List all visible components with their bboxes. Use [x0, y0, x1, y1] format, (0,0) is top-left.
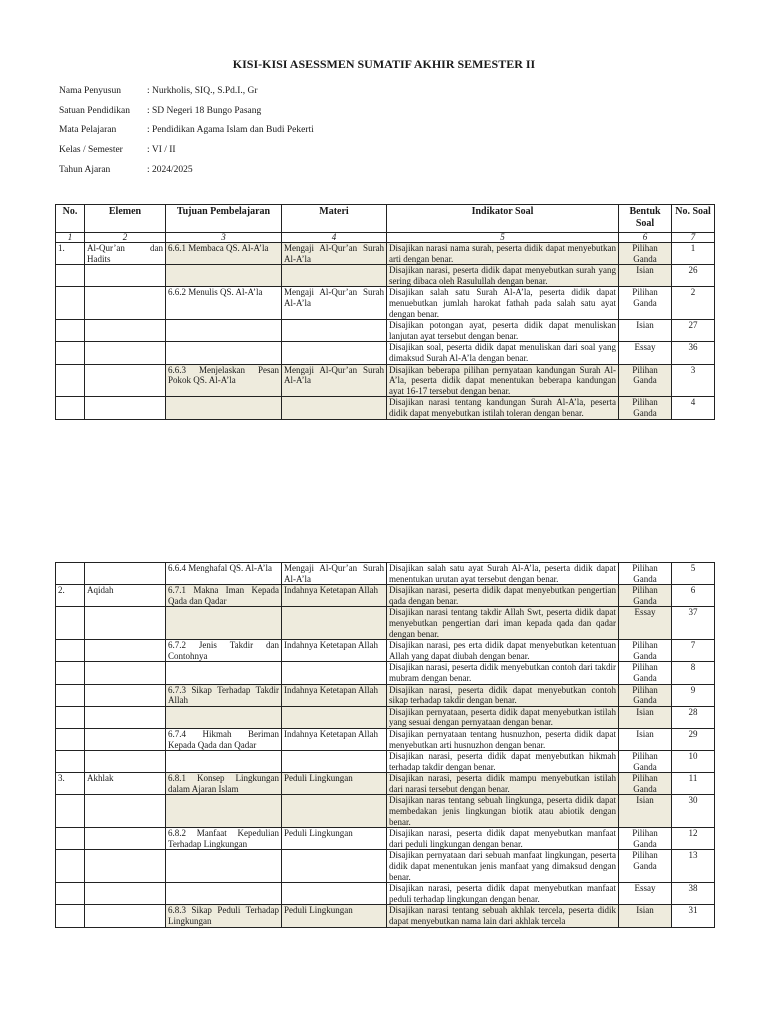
- row-number: [56, 728, 85, 750]
- materi-cell: [282, 397, 387, 419]
- tujuan-cell: [166, 397, 282, 419]
- materi-cell: Peduli Lingkungan: [282, 773, 387, 795]
- table-row: [56, 773, 715, 795]
- nomor-cell: 27: [672, 320, 715, 342]
- indikator-cell: Disajikan narasi nama surah, peserta didik dapat menyebutkan arti dengan benar.: [387, 243, 619, 265]
- table-body-page-1: [56, 243, 715, 420]
- bentuk-cell: Pilihan Ganda: [619, 243, 672, 265]
- row-number: [56, 684, 85, 706]
- row-number: 2.: [56, 585, 85, 607]
- tujuan-cell: [166, 883, 282, 905]
- nomor-cell: 30: [672, 795, 715, 828]
- nomor-cell: 7: [672, 640, 715, 662]
- indikator-cell: Disajikan narasi, peserta didik dapat menyebutkan manfaat peduli terhadap lingkungan dengan benar.: [387, 883, 619, 905]
- header-no: No.: [56, 205, 85, 233]
- materi-cell: Mengaji Al-Qur’an Surah Al-A’la: [282, 243, 387, 265]
- elemen-cell: [85, 640, 166, 662]
- row-number: [56, 905, 85, 927]
- tujuan-cell: 6.7.2 Jenis Takdir dan Contohnya: [166, 640, 282, 662]
- row-number: [56, 850, 85, 883]
- nomor-cell: 6: [672, 585, 715, 607]
- meta-row: [59, 86, 314, 106]
- nomor-cell: 8: [672, 662, 715, 684]
- indikator-cell: Disajikan narasi, peserta didik dapat menyebutkan manfaat dari peduli lingkungan dengan benar.: [387, 828, 619, 850]
- nomor-cell: 38: [672, 883, 715, 905]
- bentuk-cell: Pilihan Ganda: [619, 662, 672, 684]
- meta-label: Nama Penyusun: [59, 86, 122, 96]
- materi-cell: Mengaji Al-Qur’an Surah Al-A’la: [282, 364, 387, 397]
- table-row: [56, 728, 715, 750]
- nomor-cell: 2: [672, 287, 715, 320]
- bentuk-cell: Pilihan Ganda: [619, 585, 672, 607]
- nomor-cell: 31: [672, 905, 715, 927]
- bentuk-cell: Pilihan Ganda: [619, 684, 672, 706]
- tujuan-cell: [166, 342, 282, 364]
- tujuan-cell: [166, 850, 282, 883]
- bentuk-cell: Essay: [619, 883, 672, 905]
- materi-cell: [282, 706, 387, 728]
- table-row: [56, 706, 715, 728]
- elemen-cell: [85, 287, 166, 320]
- row-number: [56, 287, 85, 320]
- column-number: 3: [166, 233, 282, 243]
- row-number: [56, 320, 85, 342]
- table-row: [56, 828, 715, 850]
- indikator-cell: Disajikan beberapa pilihan pernyataan kandungan Surah Al-A’la, peserta didik dapat menentukan beberapa kandungan ayat 16-17 tersebut dengan benar.: [387, 364, 619, 397]
- bentuk-cell: Pilihan Ganda: [619, 563, 672, 585]
- nomor-cell: 29: [672, 728, 715, 750]
- materi-cell: [282, 795, 387, 828]
- row-number: [56, 751, 85, 773]
- materi-cell: [282, 662, 387, 684]
- materi-cell: Mengaji Al-Qur’an Surah Al-A’la: [282, 563, 387, 585]
- table-body-page-2: [56, 563, 715, 928]
- bentuk-cell: Isian: [619, 265, 672, 287]
- meta-value: : 2024/2025: [147, 164, 193, 175]
- nomor-cell: 11: [672, 773, 715, 795]
- tujuan-cell: [166, 320, 282, 342]
- column-number: 1: [56, 233, 85, 243]
- row-number: [56, 883, 85, 905]
- table-row: [56, 397, 715, 419]
- bentuk-cell: Pilihan Ganda: [619, 397, 672, 419]
- row-number: [56, 828, 85, 850]
- materi-cell: Indahnya Ketetapan Allah: [282, 585, 387, 607]
- elemen-cell: Aqidah: [85, 585, 166, 607]
- elemen-cell: [85, 905, 166, 927]
- indikator-cell: Disajikan pernyataan, peserta didik dapat menyebutkan istilah yang sesuai dengan pernyataan dengan benar.: [387, 706, 619, 728]
- meta-row: [59, 165, 314, 185]
- meta-row: [59, 145, 314, 165]
- meta-value: : VI / II: [147, 145, 176, 156]
- table-row: [56, 640, 715, 662]
- column-number: 2: [85, 233, 166, 243]
- materi-cell: [282, 265, 387, 287]
- table-row: [56, 265, 715, 287]
- tujuan-cell: [166, 662, 282, 684]
- row-number: [56, 265, 85, 287]
- row-number: [56, 364, 85, 397]
- bentuk-cell: Isian: [619, 320, 672, 342]
- bentuk-cell: Pilihan Ganda: [619, 751, 672, 773]
- tujuan-cell: 6.6.1 Membaca QS. Al-A’la: [166, 243, 282, 265]
- document-title: KISI-KISI ASESSMEN SUMATIF AKHIR SEMESTER II: [232, 57, 536, 71]
- table-row: [56, 243, 715, 265]
- bentuk-cell: Pilihan Ganda: [619, 773, 672, 795]
- header-row: [56, 205, 715, 233]
- bentuk-cell: Pilihan Ganda: [619, 850, 672, 883]
- meta-row: [59, 106, 314, 126]
- table-row: [56, 662, 715, 684]
- elemen-cell: [85, 342, 166, 364]
- table-row: [56, 850, 715, 883]
- elemen-cell: [85, 397, 166, 419]
- row-number: [56, 706, 85, 728]
- indikator-cell: Disajikan soal, peserta didik dapat menuliskan dari soal yang dimaksud Surah Al-A’la dengan benar.: [387, 342, 619, 364]
- bentuk-cell: Essay: [619, 607, 672, 640]
- elemen-cell: [85, 684, 166, 706]
- indikator-cell: Disajikan salah satu Surah Al-A’la, peserta didik dapat menuebutkan jumlah harokat fathah pada salah satu ayat dengan benar.: [387, 287, 619, 320]
- tujuan-cell: [166, 795, 282, 828]
- tujuan-cell: [166, 265, 282, 287]
- nomor-cell: 3: [672, 364, 715, 397]
- nomor-cell: 9: [672, 684, 715, 706]
- nomor-cell: 1: [672, 243, 715, 265]
- table-row: [56, 607, 715, 640]
- indikator-cell: Disajikan salah satu ayat Surah Al-A’la, peserta didik dapat menentukan urutan ayat tersebut dengan benar.: [387, 563, 619, 585]
- indikator-cell: Disajikan narasi tentang sebuah akhlak tercela, peserta didik dapat menyebutkan nama lain dari akhlak tercela: [387, 905, 619, 927]
- meta-value: : SD Negeri 18 Bungo Pasang: [147, 105, 262, 116]
- materi-cell: [282, 751, 387, 773]
- indikator-cell: Disajikan narasi tentang kandungan Surah Al-A’la, peserta didik dapat menyebutkan istilah toleran dengan benar.: [387, 397, 619, 419]
- header-indikator: Indikator Soal: [387, 205, 619, 233]
- table-row: [56, 287, 715, 320]
- elemen-cell: [85, 795, 166, 828]
- bentuk-cell: Pilihan Ganda: [619, 640, 672, 662]
- meta-value: : Nurkholis, SIQ., S.Pd.I., Gr: [147, 86, 258, 96]
- meta-value: : Pendidikan Agama Islam dan Budi Pekerti: [147, 125, 314, 136]
- bentuk-cell: Isian: [619, 905, 672, 927]
- elemen-cell: [85, 706, 166, 728]
- nomor-cell: 28: [672, 706, 715, 728]
- kisi-kisi-table-page-1: [55, 204, 715, 420]
- elemen-cell: Akhlak: [85, 773, 166, 795]
- indikator-cell: Disajikan narasi, pes erta didik dapat menyebutkan ketentuan Allah yang dapat diubah dengan benar.: [387, 640, 619, 662]
- row-number: [56, 662, 85, 684]
- table-row: [56, 684, 715, 706]
- materi-cell: Indahnya Ketetapan Allah: [282, 684, 387, 706]
- bentuk-cell: Pilihan Ganda: [619, 364, 672, 397]
- elemen-cell: [85, 883, 166, 905]
- header-materi: Materi: [282, 205, 387, 233]
- table-row: [56, 883, 715, 905]
- table-row: [56, 585, 715, 607]
- elemen-cell: Al-Qur’an dan Hadits: [85, 243, 166, 265]
- indikator-cell: Disajikan pernyataan dari sebuah manfaat lingkungan, peserta didik dapat menentukan jenis manfaat yang dimaksud dengan benar.: [387, 850, 619, 883]
- column-number: 6: [619, 233, 672, 243]
- row-number: [56, 397, 85, 419]
- tujuan-cell: 6.6.3 Menjelaskan Pesan Pokok QS. Al-A’la: [166, 364, 282, 397]
- table-row: [56, 905, 715, 927]
- meta-label: Tahun Ajaran: [59, 164, 111, 175]
- indikator-cell: Disajikan narasi tentang takdir Allah Swt, peserta didik dapat menyebutkan pengertian dari iman kepada qada dan qadar dengan benar.: [387, 607, 619, 640]
- tujuan-cell: [166, 706, 282, 728]
- materi-cell: [282, 607, 387, 640]
- table-row: [56, 563, 715, 585]
- column-number: 7: [672, 233, 715, 243]
- row-number: 3.: [56, 773, 85, 795]
- bentuk-cell: Isian: [619, 795, 672, 828]
- materi-cell: Mengaji Al-Qur’an Surah Al-A’la: [282, 287, 387, 320]
- row-number: [56, 342, 85, 364]
- tujuan-cell: 6.6.4 Menghafal QS. Al-A’la: [166, 563, 282, 585]
- nomor-cell: 36: [672, 342, 715, 364]
- bentuk-cell: Isian: [619, 728, 672, 750]
- bentuk-cell: Pilihan Ganda: [619, 828, 672, 850]
- indikator-cell: Disajikan narasi, peserta didik dapat menyebutkan contoh sikap terhadap takdir dengan benar.: [387, 684, 619, 706]
- column-number-row: [56, 233, 715, 243]
- row-number: [56, 607, 85, 640]
- kisi-kisi-table-page-2: [55, 562, 715, 928]
- column-number: 4: [282, 233, 387, 243]
- tujuan-cell: 6.6.2 Menulis QS. Al-A’la: [166, 287, 282, 320]
- tujuan-cell: 6.7.1 Makna Iman Kepada Qada dan Qadar: [166, 585, 282, 607]
- indikator-cell: Disajikan narasi, peserta didik mampu menyebutkan istilah dari narasi tersebut dengan benar.: [387, 773, 619, 795]
- nomor-cell: 5: [672, 563, 715, 585]
- table-row: [56, 364, 715, 397]
- nomor-cell: 4: [672, 397, 715, 419]
- column-number: 5: [387, 233, 619, 243]
- tujuan-cell: 6.8.2 Manfaat Kepedulian Terhadap Lingkungan: [166, 828, 282, 850]
- elemen-cell: [85, 607, 166, 640]
- meta-label: Satuan Pendidikan: [59, 105, 130, 116]
- bentuk-cell: Pilihan Ganda: [619, 287, 672, 320]
- row-number: 1.: [56, 243, 85, 265]
- meta-label: Kelas / Semester: [59, 145, 123, 156]
- indikator-cell: Disajikan naras tentang sebuah lingkunga, peserta didik dapat membedakan jenis lingkungan biotik atau abiotik dengan benar.: [387, 795, 619, 828]
- elemen-cell: [85, 364, 166, 397]
- elemen-cell: [85, 850, 166, 883]
- tujuan-cell: 6.8.1 Konsep Lingkungan dalam Ajaran Islam: [166, 773, 282, 795]
- meta-label: Mata Pelajaran: [59, 125, 117, 136]
- table-row: [56, 751, 715, 773]
- materi-cell: [282, 850, 387, 883]
- indikator-cell: Disajikan potongan ayat, peserta didik dapat menuliskan lanjutan ayat tersebut dengan benar.: [387, 320, 619, 342]
- materi-cell: Peduli Lingkungan: [282, 828, 387, 850]
- materi-cell: Peduli Lingkungan: [282, 905, 387, 927]
- header-nomor: No. Soal: [672, 205, 715, 233]
- meta-row: [59, 125, 314, 145]
- document-meta: [59, 86, 314, 184]
- elemen-cell: [85, 265, 166, 287]
- table-row: [56, 342, 715, 364]
- nomor-cell: 10: [672, 751, 715, 773]
- row-number: [56, 640, 85, 662]
- indikator-cell: Disajikan narasi, peserta didik menyebutkan contoh dari takdir mubram dengan benar.: [387, 662, 619, 684]
- materi-cell: [282, 320, 387, 342]
- row-number: [56, 795, 85, 828]
- indikator-cell: Disajikan narasi, peserta didik dapat menyebutkan hikmah terhadap takdir dengan benar.: [387, 751, 619, 773]
- elemen-cell: [85, 563, 166, 585]
- indikator-cell: Disajikan narasi, peserta didik dapat menyebutkan surah yang sering dibaca oleh Rasulullah dengan benar.: [387, 265, 619, 287]
- header-tujuan: Tujuan Pembelajaran: [166, 205, 282, 233]
- materi-cell: Indahnya Ketetapan Allah: [282, 640, 387, 662]
- tujuan-cell: 6.7.3 Sikap Terhadap Takdir Allah: [166, 684, 282, 706]
- header-bentuk: Bentuk Soal: [619, 205, 672, 233]
- elemen-cell: [85, 828, 166, 850]
- elemen-cell: [85, 751, 166, 773]
- materi-cell: Indahnya Ketetapan Allah: [282, 728, 387, 750]
- indikator-cell: Disajikan narasi, peserta didik dapat menyebutkan pengertian qada dengan benar.: [387, 585, 619, 607]
- table-row: [56, 320, 715, 342]
- tujuan-cell: 6.7.4 Hikmah Beriman Kepada Qada dan Qadar: [166, 728, 282, 750]
- tujuan-cell: [166, 751, 282, 773]
- row-number: [56, 563, 85, 585]
- nomor-cell: 12: [672, 828, 715, 850]
- nomor-cell: 13: [672, 850, 715, 883]
- nomor-cell: 26: [672, 265, 715, 287]
- bentuk-cell: Isian: [619, 706, 672, 728]
- elemen-cell: [85, 662, 166, 684]
- bentuk-cell: Essay: [619, 342, 672, 364]
- header-elemen: Elemen: [85, 205, 166, 233]
- nomor-cell: 37: [672, 607, 715, 640]
- indikator-cell: Disajikan pernyataan tentang husnuzhon, peserta didik dapat menyebutkan arti husnuzhon dengan benar.: [387, 728, 619, 750]
- elemen-cell: [85, 320, 166, 342]
- elemen-cell: [85, 728, 166, 750]
- materi-cell: [282, 883, 387, 905]
- materi-cell: [282, 342, 387, 364]
- table-row: [56, 795, 715, 828]
- tujuan-cell: 6.8.3 Sikap Peduli Terhadap Lingkungan: [166, 905, 282, 927]
- tujuan-cell: [166, 607, 282, 640]
